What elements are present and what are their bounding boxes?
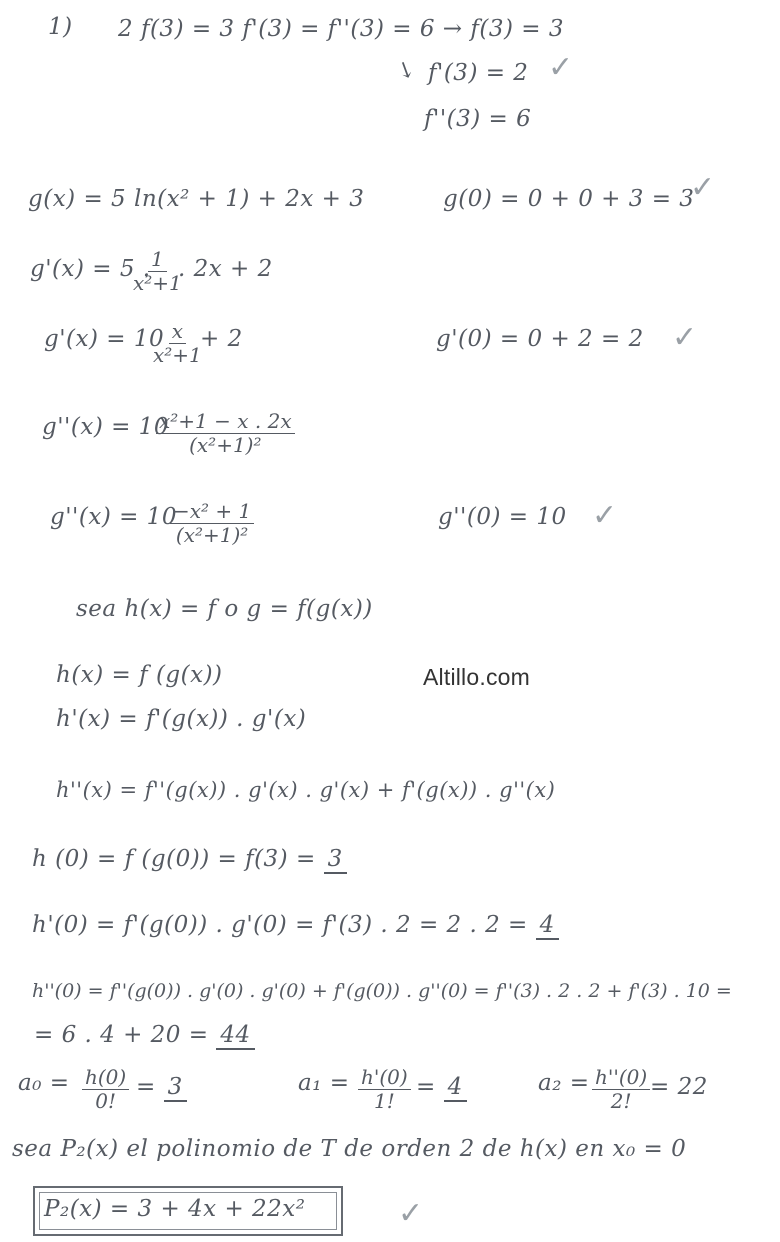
g-second-step2-lhs: g''(x) = 10	[50, 504, 177, 530]
taylor-statement: sea P₂(x) el polinomio de T de orden 2 de h(x) en x₀ = 0	[12, 1136, 687, 1162]
fraction-numerator: −x² + 1	[170, 500, 254, 524]
fraction-numerator: h''(0)	[592, 1066, 650, 1090]
check-mark-icon: ✓	[548, 50, 574, 85]
fraction-denominator: x²+1	[133, 271, 182, 295]
h-at-0-value: 3	[324, 846, 347, 874]
g-prime-step2-rhs: + 2	[200, 326, 243, 352]
right-arrow-icon: ↘	[391, 55, 420, 86]
fraction-denominator: x²+1	[153, 343, 202, 367]
g-prime-step1-fraction	[130, 248, 185, 295]
h-at-0-text: h (0) = f (g(0)) = f(3) =	[32, 846, 316, 872]
check-mark-icon: ✓	[672, 320, 698, 355]
fraction-numerator: x	[169, 320, 186, 344]
g-second-step2-fraction	[170, 500, 254, 547]
check-mark-icon: ✓	[592, 498, 618, 533]
a0-label: a₀ =	[18, 1070, 70, 1096]
h-definition: h(x) = f (g(x))	[56, 662, 223, 688]
g-prime-step1-rhs: . 2x + 2	[178, 256, 273, 282]
g-prime-step2-fraction	[150, 320, 205, 367]
a1-label: a₁ =	[298, 1070, 350, 1096]
f-second-3: f''(3) = 6	[424, 106, 532, 132]
f-prime-3: f'(3) = 2	[428, 60, 529, 86]
problem-number: 1)	[48, 14, 73, 40]
h-prime: h'(x) = f'(g(x)) . g'(x)	[56, 706, 307, 732]
h-composition: sea h(x) = f o g = f(g(x))	[76, 596, 373, 622]
h-prime-at-0-value: 4	[536, 912, 559, 940]
g-second-step1-fraction	[156, 410, 295, 457]
fraction-numerator: h(0)	[82, 1066, 129, 1090]
fraction-denominator: (x²+1)²	[189, 433, 262, 457]
h-second-at-0-value: 44	[216, 1022, 254, 1050]
a1-fraction	[358, 1066, 411, 1113]
check-mark-icon: ✓	[398, 1196, 424, 1231]
g-prime-step2-lhs: g'(x) = 10	[44, 326, 165, 352]
g-second-step1-lhs: g''(x) = 10	[42, 414, 169, 440]
h-prime-at-0-text: h'(0) = f'(g(0)) . g'(0) = f'(3) . 2 = 2 . 2 =	[32, 912, 528, 938]
fraction-numerator: x²+1 − x . 2x	[156, 410, 295, 434]
g-prime-step1-lhs: g'(x) = 5 .	[30, 256, 151, 282]
a2-label: a₂ =	[538, 1070, 590, 1096]
g-definition: g(x) = 5 ln(x² + 1) + 2x + 3	[28, 186, 365, 212]
given-conditions: 2 f(3) = 3 f'(3) = f''(3) = 6 → f(3) = 3	[118, 16, 564, 42]
a2-result: = 22	[650, 1074, 708, 1100]
watermark: Altillo.com	[423, 664, 531, 690]
taylor-result: P₂(x) = 3 + 4x + 22x²	[44, 1196, 306, 1222]
check-mark-icon: ✓	[690, 170, 716, 205]
h-at-0	[32, 846, 347, 872]
fraction-numerator: 1	[148, 248, 167, 272]
fraction-numerator: h'(0)	[358, 1066, 411, 1090]
h-prime-at-0	[32, 912, 559, 938]
fraction-denominator: 0!	[95, 1089, 116, 1113]
a0-result: = 3	[136, 1074, 187, 1100]
g-at-0: g(0) = 0 + 0 + 3 = 3	[443, 186, 695, 212]
a0-value: 3	[164, 1074, 187, 1102]
h-second-at-0-cont	[34, 1022, 255, 1048]
a1-value: 4	[444, 1074, 467, 1102]
a1-result: = 4	[416, 1074, 467, 1100]
fraction-denominator: (x²+1)²	[175, 523, 249, 547]
a2-value: 22	[677, 1074, 708, 1100]
h-second: h''(x) = f''(g(x)) . g'(x) . g'(x) + f'(g(x)) . g''(x)	[56, 778, 556, 802]
a0-fraction	[82, 1066, 129, 1113]
fraction-denominator: 1!	[373, 1089, 395, 1113]
fraction-denominator: 2!	[610, 1089, 632, 1113]
g-second-at-0: g''(0) = 10	[438, 504, 567, 530]
h-second-at-0-cont-text: = 6 . 4 + 20 =	[34, 1022, 209, 1048]
h-second-at-0-text: h''(0) = f''(g(0)) . g'(0) . g'(0) + f'(g(0)) . g''(0) = f''(3) . 2 . 2 + f'(3) . 10 =	[32, 980, 732, 1002]
a2-fraction	[592, 1066, 650, 1113]
g-prime-at-0: g'(0) = 0 + 2 = 2	[436, 326, 644, 352]
